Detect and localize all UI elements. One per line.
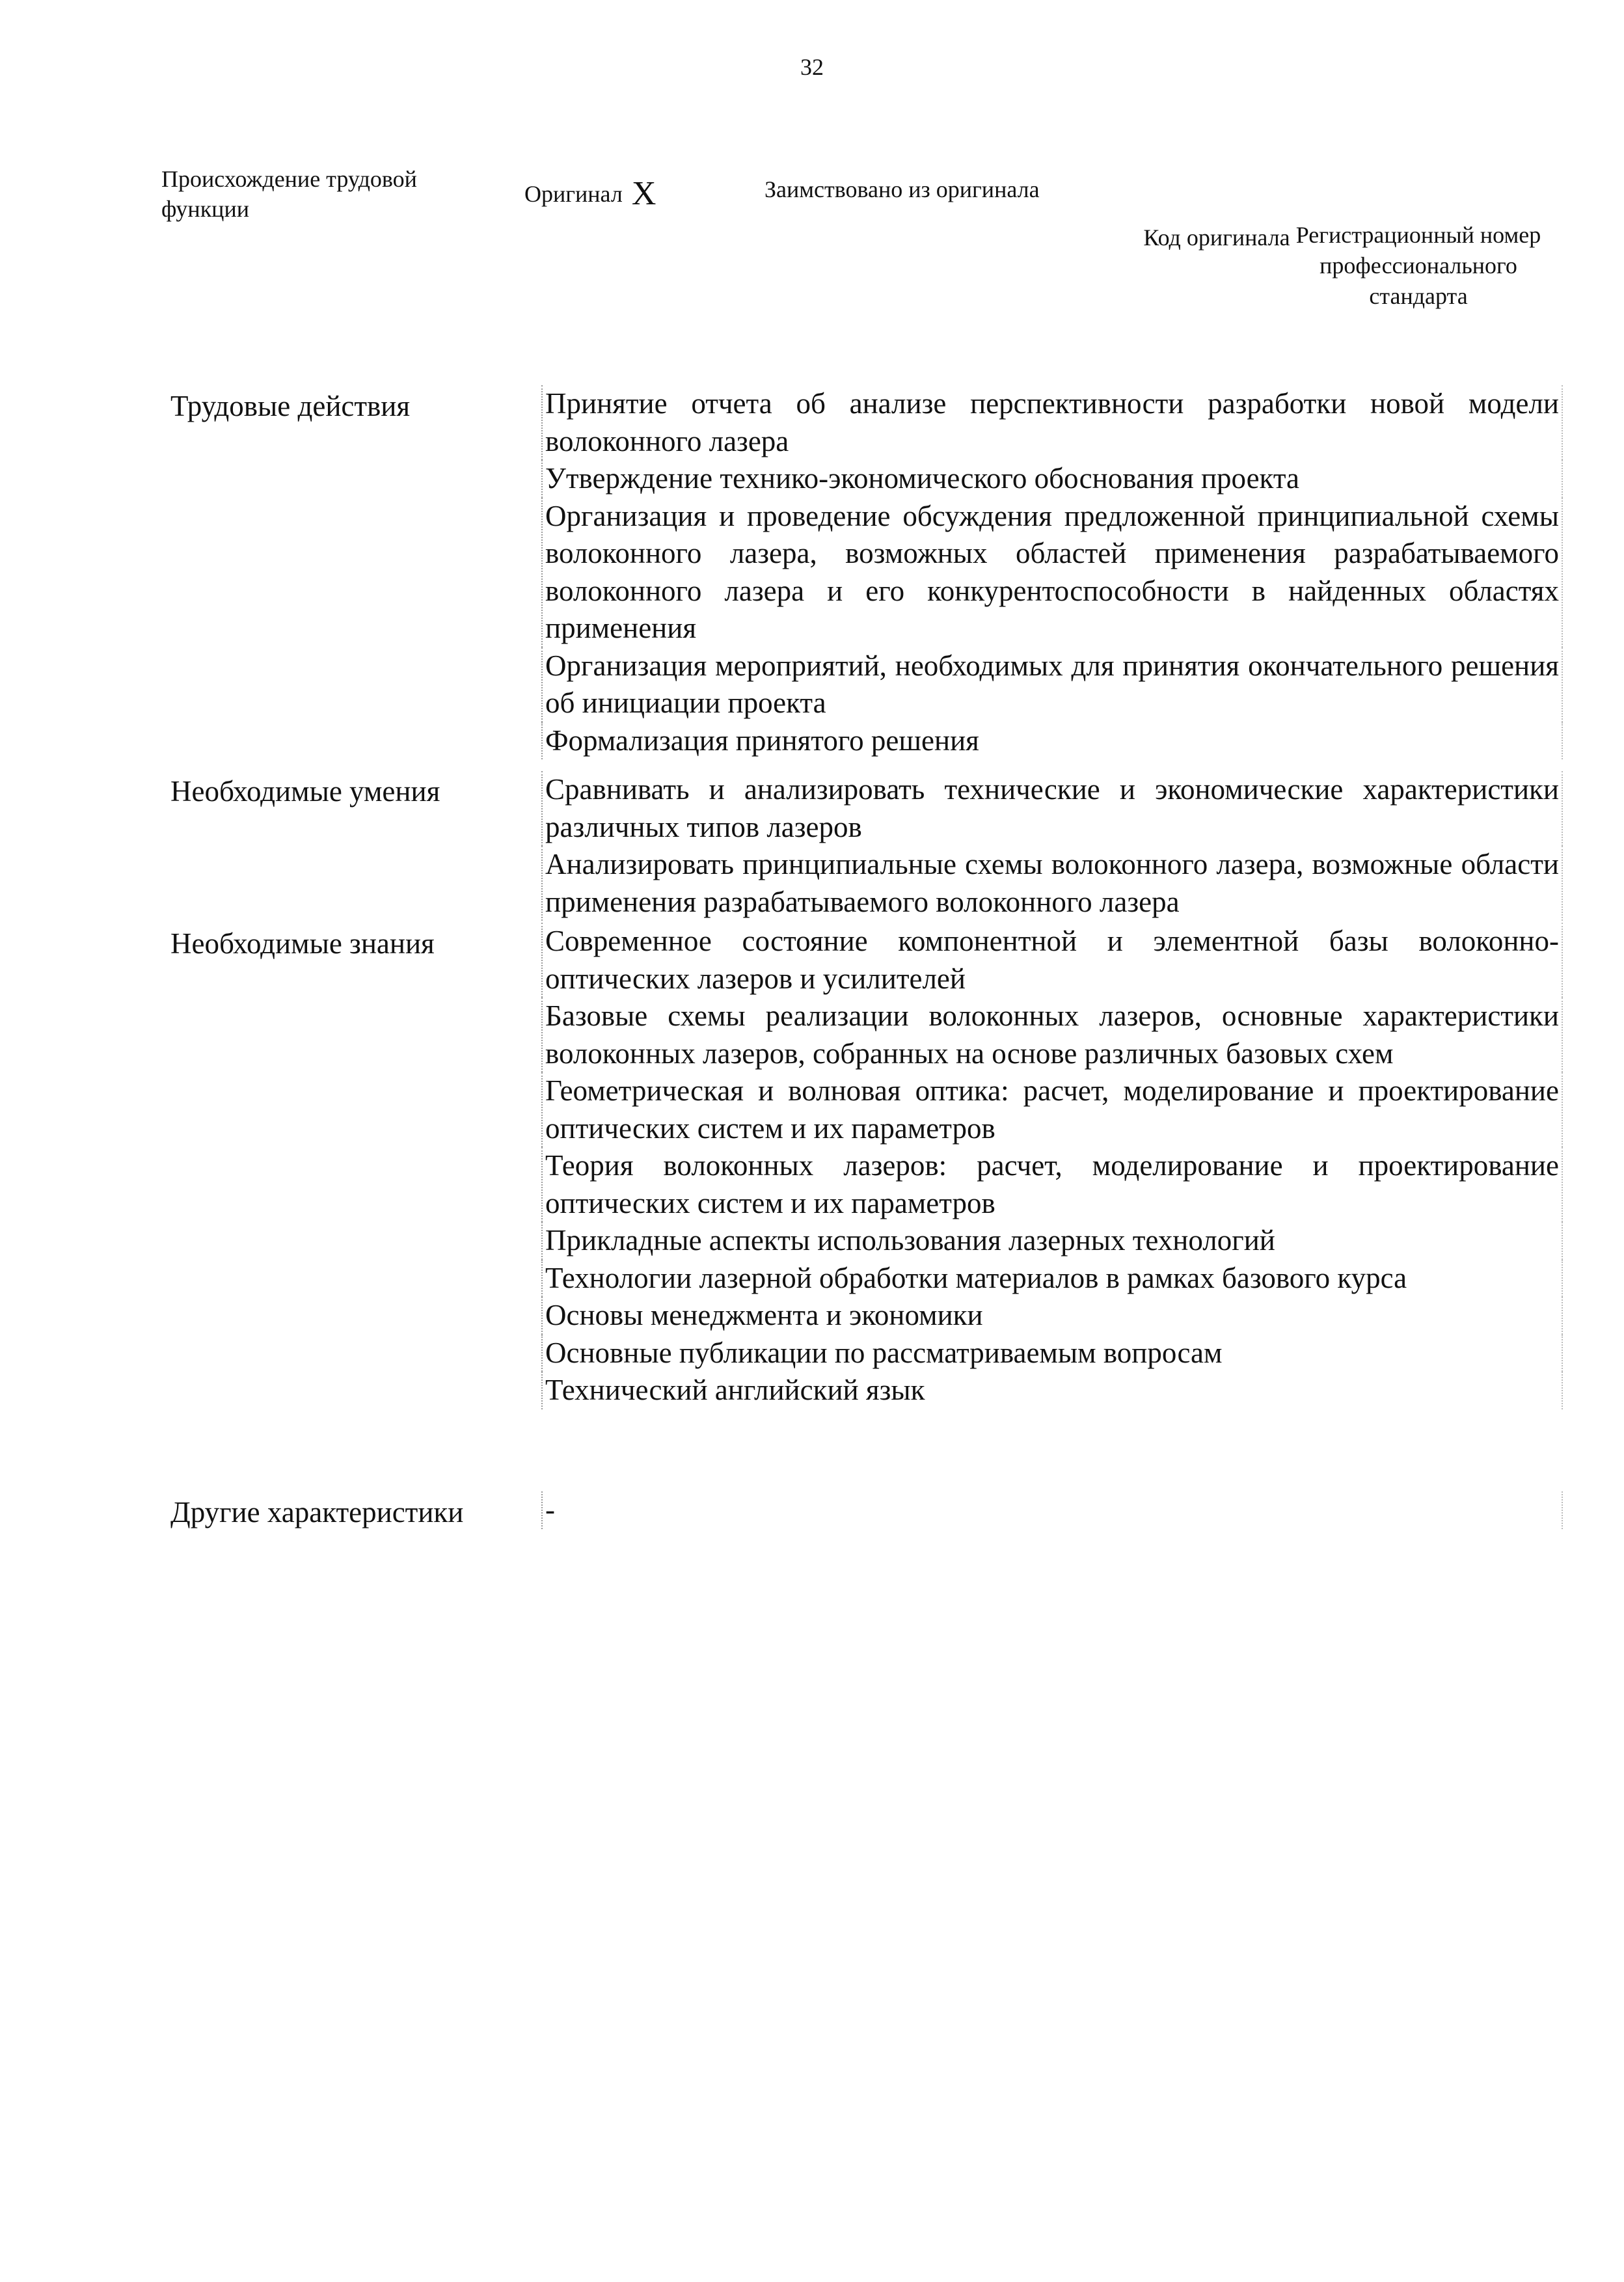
list-item: Современное состояние компонентной и элементной базы волоконно-оптических лазеров и усилителей xyxy=(541,923,1563,998)
list-item: Прикладные аспекты использования лазерных технологий xyxy=(541,1222,1563,1260)
list-item: Формализация принятого решения xyxy=(541,722,1563,760)
original-mark: X xyxy=(631,175,656,212)
list-item: Утверждение технико-экономического обоснования проекта xyxy=(541,460,1563,498)
knowledge-label: Необходимые знания xyxy=(170,927,435,960)
original-label: Оригинал xyxy=(524,181,623,207)
list-item: Основные публикации по рассматриваемым вопросам xyxy=(541,1335,1563,1372)
page-number: 32 xyxy=(800,54,824,80)
actions-list xyxy=(541,385,1563,759)
original-field xyxy=(524,174,656,213)
actions-label: Трудовые действия xyxy=(170,390,411,422)
list-item: Организация и проведение обсуждения предложенной принципиальной схемы волоконного лазера, возможных областей применения разрабатываемого волоконного лазера и его конкурентоспособности в найденных областях применения xyxy=(541,498,1563,647)
borrowed-label: Заимствовано из оригинала xyxy=(765,176,1040,202)
list-item: Сравнивать и анализировать технические и экономические характеристики различных типов лазеров xyxy=(541,771,1563,846)
list-item: Принятие отчета об анализе перспективности разработки новой модели волоконного лазера xyxy=(541,385,1563,460)
list-item: Геометрическая и волновая оптика: расчет, моделирование и проектирование оптических систем и их параметров xyxy=(541,1072,1563,1147)
list-item: Основы менеджмента и экономики xyxy=(541,1297,1563,1335)
list-item: Анализировать принципиальные схемы волоконного лазера, возможные области применения разрабатываемого волоконного лазера xyxy=(541,846,1563,921)
knowledge-list xyxy=(541,923,1563,1409)
reg-number-label: Регистрационный номер профессионального стандарта xyxy=(1295,222,1541,309)
skills-label: Необходимые умения xyxy=(170,775,440,808)
list-item: Технический английский язык xyxy=(541,1372,1563,1409)
list-item: - xyxy=(541,1491,1563,1529)
list-item: Теория волоконных лазеров: расчет, моделирование и проектирование оптических систем и их параметров xyxy=(541,1147,1563,1222)
origin-label: Происхождение трудовой функции xyxy=(161,166,417,222)
code-label: Код оригинала xyxy=(1143,224,1290,251)
list-item: Организация мероприятий, необходимых для принятия окончательного решения об инициации проекта xyxy=(541,647,1563,722)
list-item: Базовые схемы реализации волоконных лазеров, основные характеристики волоконных лазеров, собранных на основе различных базовых схем xyxy=(541,998,1563,1072)
list-item: Технологии лазерной обработки материалов в рамках базового курса xyxy=(541,1260,1563,1297)
other-label: Другие характеристики xyxy=(170,1496,464,1528)
other-list xyxy=(541,1491,1563,1529)
skills-list xyxy=(541,771,1563,921)
